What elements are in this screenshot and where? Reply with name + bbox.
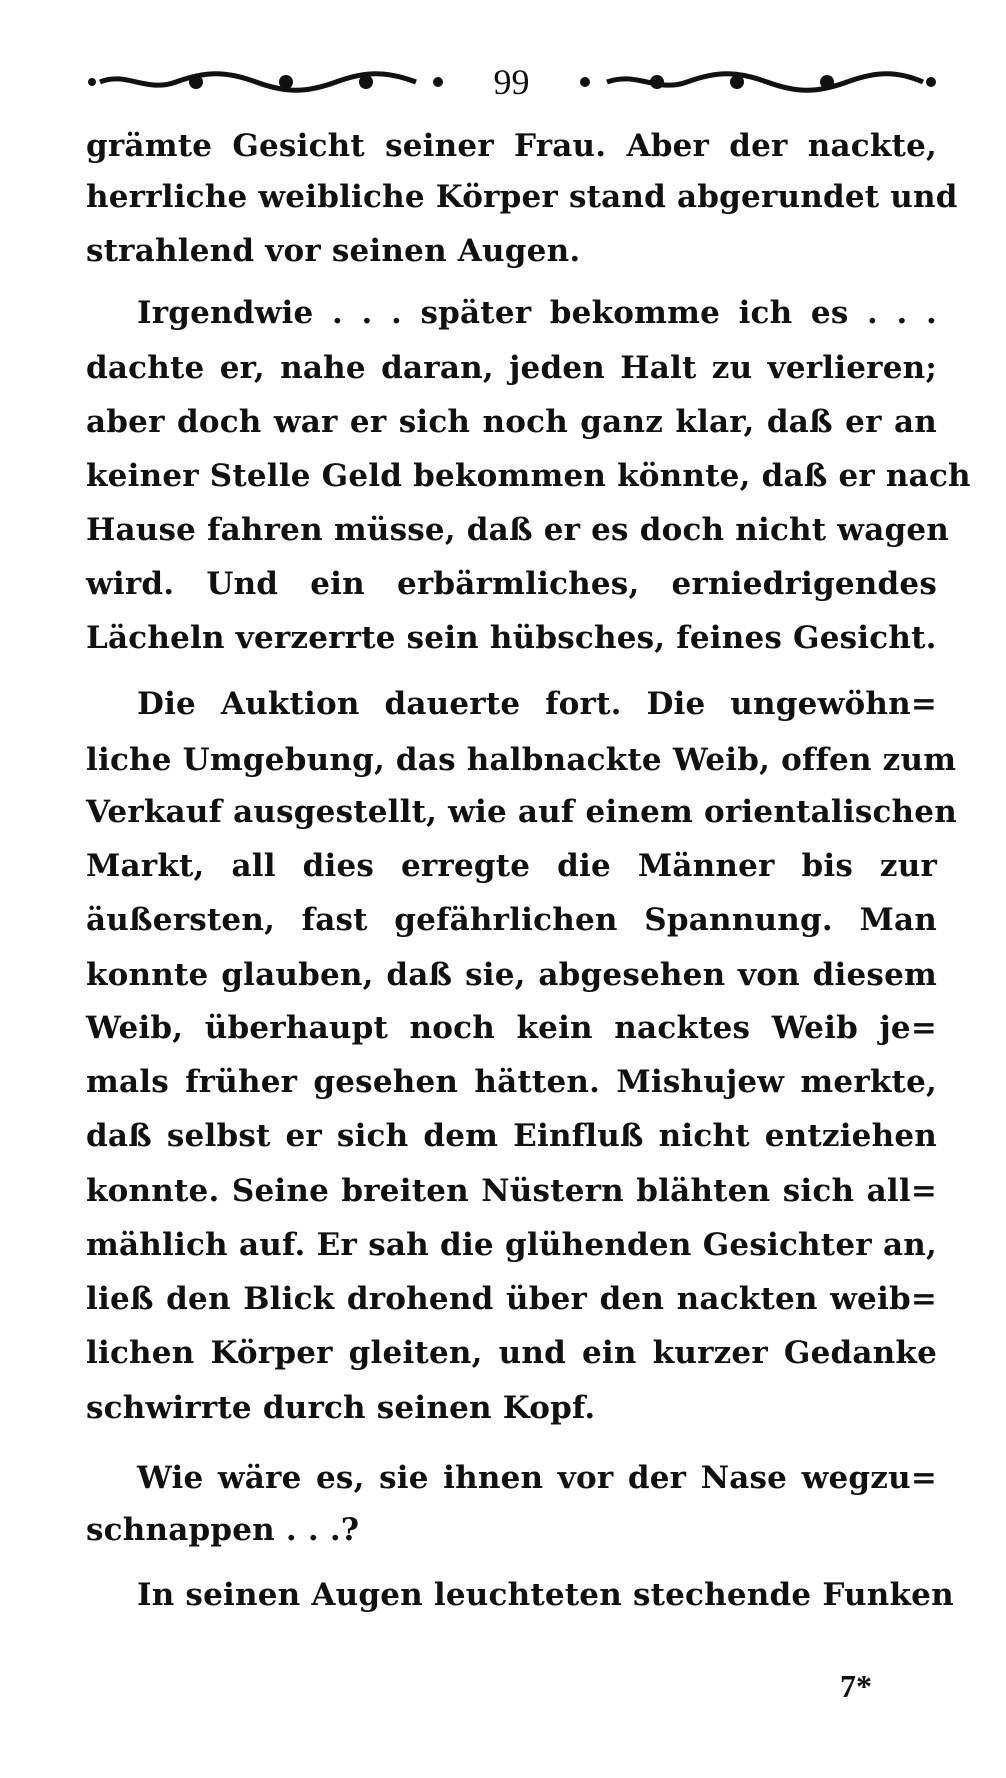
- text-line: Verkauf ausgestellt, wie auf einem orientalischen: [86, 794, 957, 830]
- text-line: Hause fahren müsse, daß er es doch nicht wagen: [86, 512, 950, 548]
- text-line: mählich auf. Er sah die glühenden Gesichter an,: [86, 1227, 937, 1263]
- text-line: Die Auktion dauerte fort. Die ungewöhn=: [137, 686, 937, 722]
- ornament-left: [86, 71, 446, 93]
- text-line: ließ den Blick drohend über den nackten weib=: [86, 1281, 937, 1317]
- text-line: mals früher gesehen hätten. Mishujew merkte,: [86, 1064, 937, 1100]
- text-line: Markt, all dies erregte die Männer bis zur: [86, 848, 937, 884]
- text-line: dachte er, nahe daran, jeden Halt zu verlieren;: [86, 350, 937, 386]
- text-line: grämte Gesicht seiner Frau. Aber der nackte,: [86, 128, 937, 164]
- text-line: Lächeln verzerrte sein hübsches, feines Gesicht.: [86, 620, 937, 656]
- ornament-right: [577, 71, 937, 93]
- text-line: Wie wäre es, sie ihnen vor der Nase wegzu=: [137, 1460, 937, 1496]
- page-number: 99: [493, 62, 530, 102]
- text-line: liche Umgebung, das halbnackte Weib, offen zum: [86, 742, 957, 778]
- text-line: wird. Und ein erbärmliches, erniedrigendes: [86, 566, 937, 602]
- signature-mark: 7*: [840, 1668, 872, 1704]
- text-line: aber doch war er sich noch ganz klar, daß er an: [86, 404, 937, 440]
- text-line: In seinen Augen leuchteten stechende Funken: [137, 1577, 954, 1613]
- text-line: schnappen . . .?: [86, 1512, 360, 1548]
- text-line: herrliche weibliche Körper stand abgerundet und: [86, 179, 958, 215]
- running-header: [86, 62, 937, 102]
- text-line: Weib, überhaupt noch kein nacktes Weib je=: [86, 1010, 937, 1046]
- text-line: konnte. Seine breiten Nüstern blähten sich all=: [86, 1173, 937, 1209]
- text-line: daß selbst er sich dem Einfluß nicht entziehen: [86, 1118, 937, 1154]
- text-line: Irgendwie . . . später bekomme ich es . . .: [137, 295, 937, 331]
- text-line: schwirrte durch seinen Kopf.: [86, 1390, 596, 1426]
- text-line: strahlend vor seinen Augen.: [86, 233, 581, 269]
- text-line: äußersten, fast gefährlichen Spannung. Man: [86, 902, 937, 938]
- text-line: konnte glauben, daß sie, abgesehen von diesem: [86, 957, 937, 993]
- text-line: keiner Stelle Geld bekommen könnte, daß er nach: [86, 458, 971, 494]
- text-line: lichen Körper gleiten, und ein kurzer Gedanke: [86, 1335, 937, 1371]
